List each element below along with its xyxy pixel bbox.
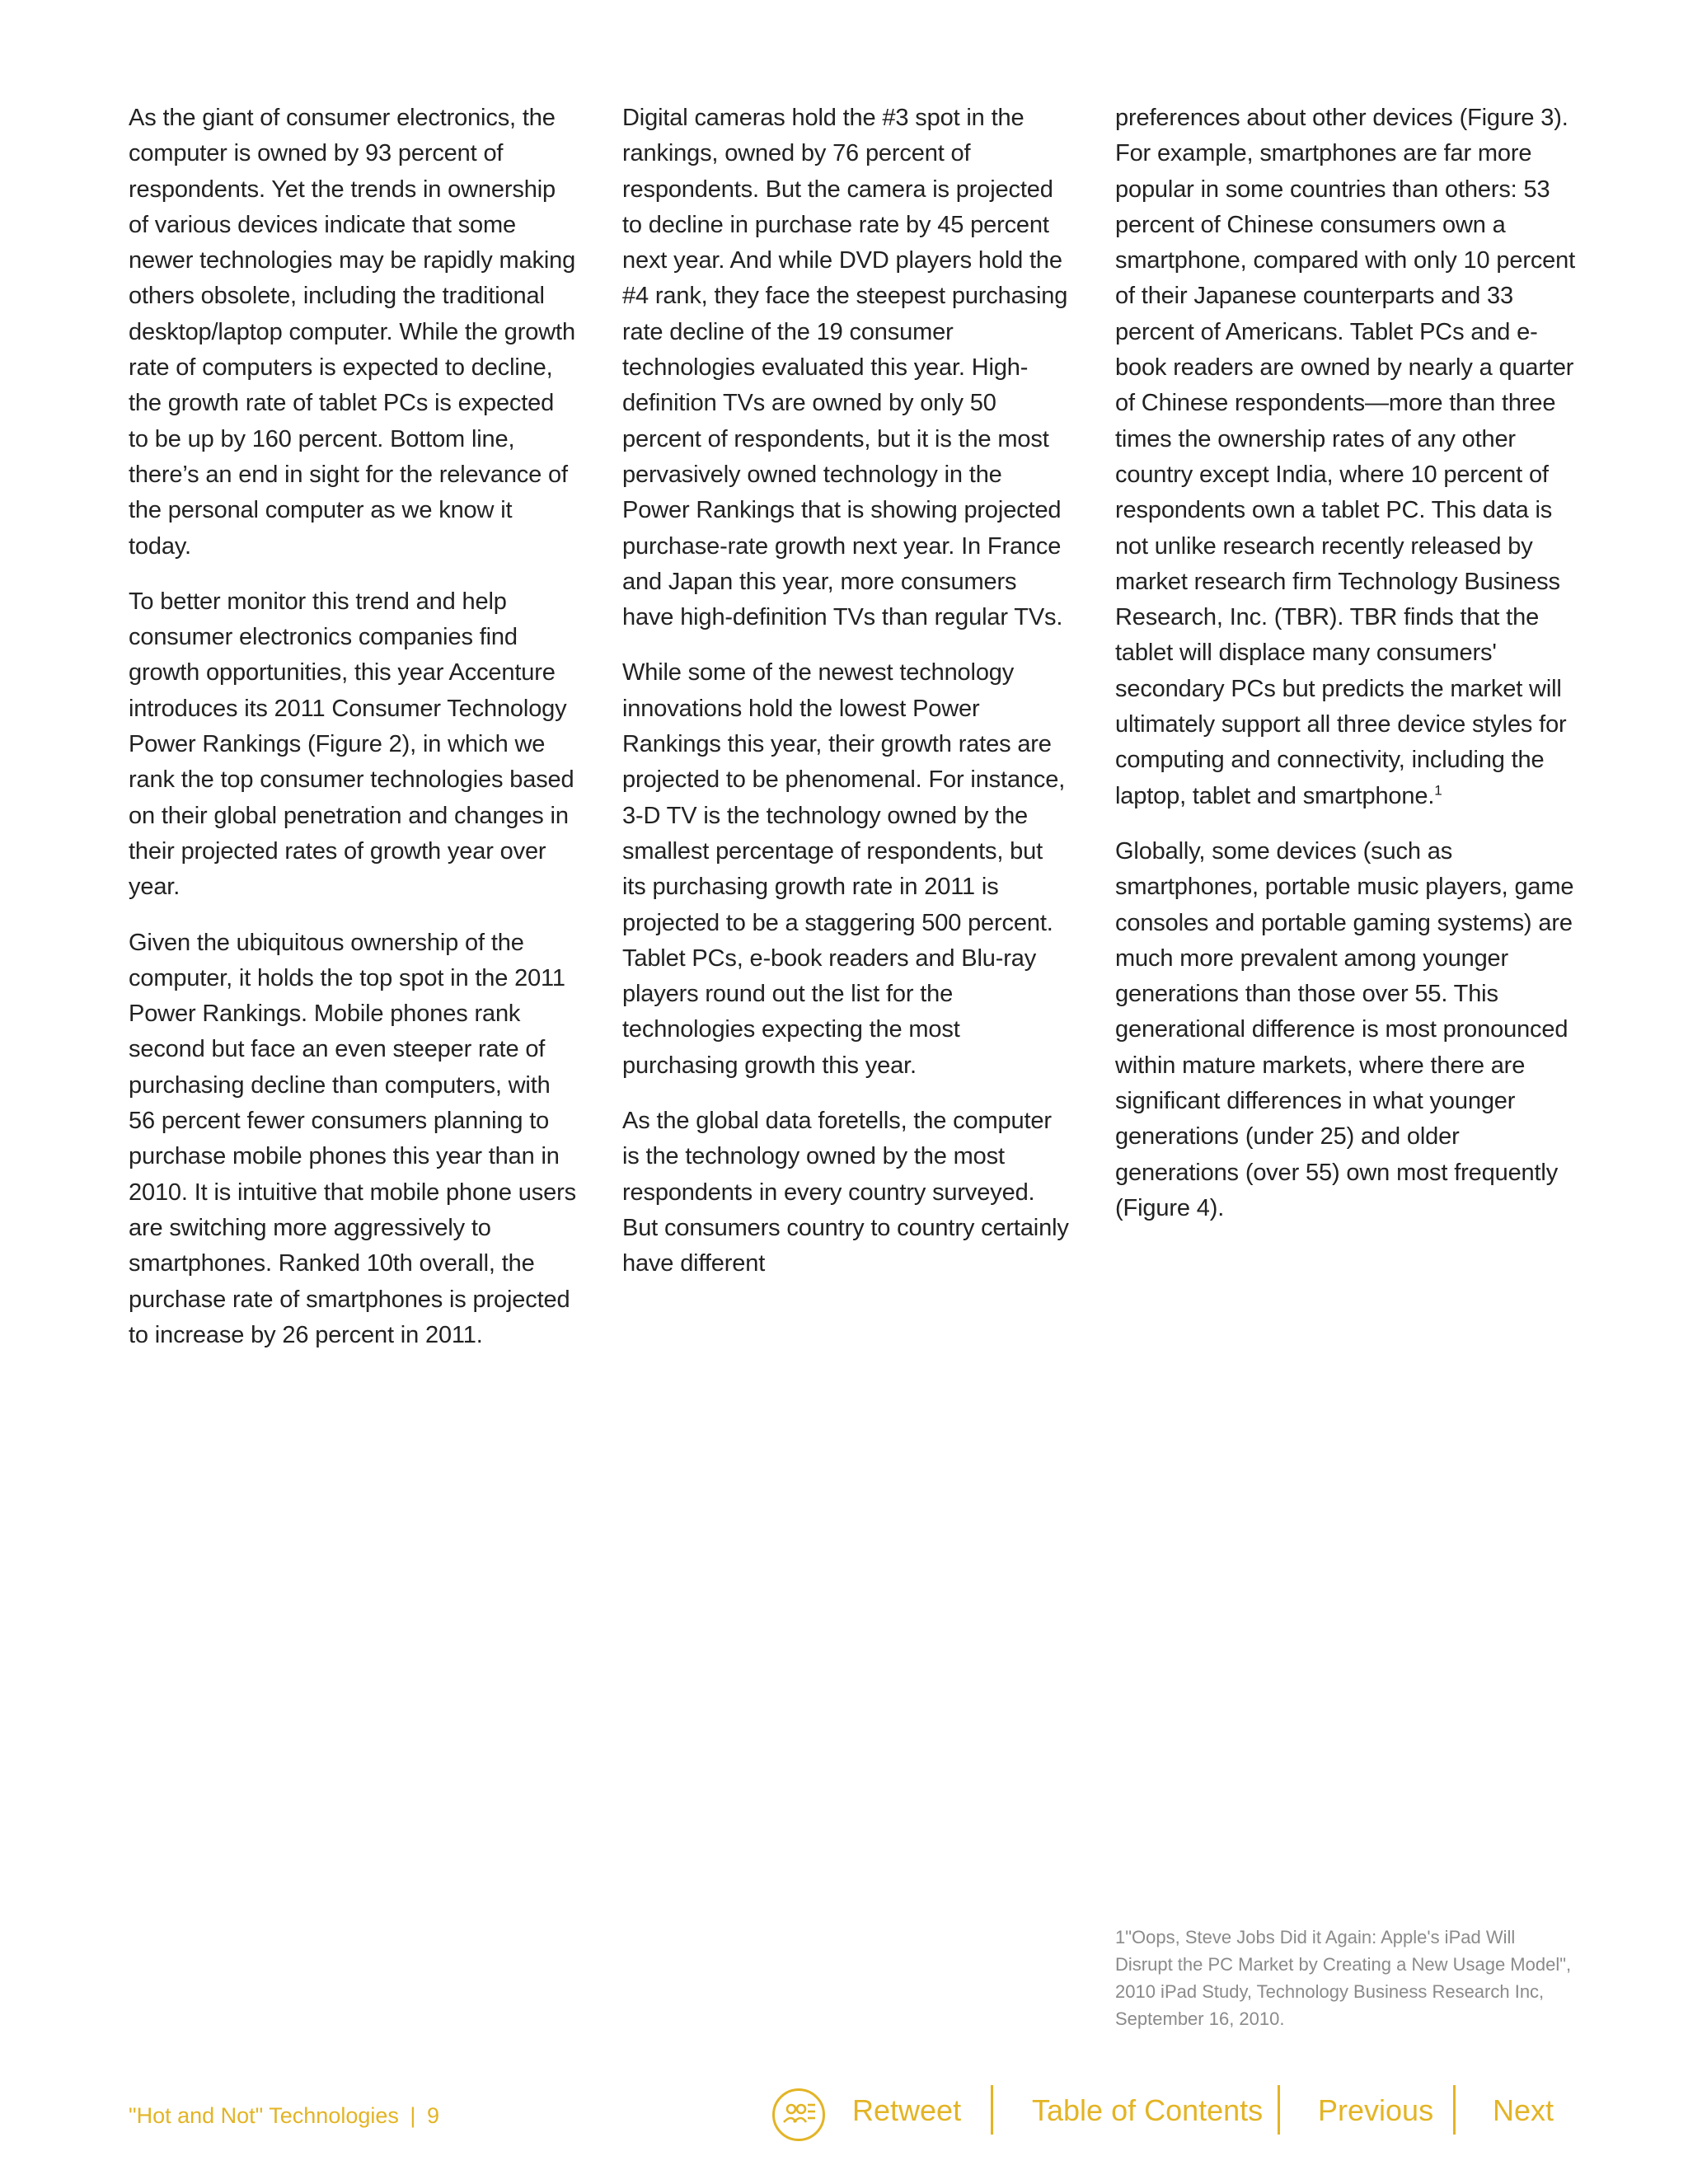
footer-divider (1278, 2085, 1280, 2135)
paragraph: As the global data foretells, the computer is the technology owned by the most respondents in every country surveyed. But consumers country to country certainly have different (622, 1108, 1069, 1277)
footer-separator: | (410, 2103, 416, 2128)
footer-divider (1453, 2085, 1456, 2135)
paragraph-text: preferences about other devices (Figure 3). For example, smartphones are far more popular in some countries than others: 53 percent of Chinese consumers own a smartphone, compared with only 10 percent of their Japanese counterparts and 33 percent of Americans. Tablet PCs and e-book readers are owned by nearly a quarter of Chinese respondents—more than three times the ownership rates of any other country except India, where 10 percent of respondents own a tablet PC. This data is not unlike research recently released by market research firm Technology Business Research, Inc. (TBR). TBR finds that the tablet will displace many consumers' secondary PCs but predicts the market will ultimately support all three device styles for computing and connectivity, including the laptop, tablet and smartphone. (1115, 105, 1576, 809)
page-footer (0, 2083, 1688, 2149)
paragraph: Globally, some devices (such as smartphones, portable music players, game consoles and portable gaming systems) are much more prevalent among younger generations than those over 55. This generational difference is most pronounced within mature markets, where there are significant differences in what younger generations (under 25) and older generations (over 55) own most frequently (Figure 4). (1115, 837, 1574, 1221)
retweet-people-icon[interactable] (772, 2088, 825, 2141)
page-number: 9 (426, 2103, 439, 2128)
text-column-1 (129, 101, 578, 1373)
table-of-contents-link[interactable]: Table of Contents (1032, 2093, 1264, 2127)
paragraph (1115, 101, 1577, 814)
text-column-3 (1115, 101, 1577, 1246)
footer-doc-label (129, 2103, 439, 2129)
paragraph: While some of the newest technology innovations hold the lowest Power Rankings this year, their growth rates are projected to be phenomenal. For instance, 3-D TV is the technology owned by the smallest percentage of respondents, but its purchasing growth rate in 2011 is projected to be a staggering 500 percent. Tablet PCs, e-book readers and Blu-ray players round out the list for the technologies expecting the most purchasing growth this year. (622, 659, 1066, 1079)
next-page-link[interactable]: Next (1493, 2093, 1554, 2127)
retweet-link[interactable]: Retweet (852, 2093, 962, 2127)
previous-page-link[interactable]: Previous (1318, 2093, 1434, 2127)
footer-divider (991, 2085, 993, 2135)
footnote-marker: 1 (1434, 781, 1442, 798)
document-title: "Hot and Not" Technologies (129, 2103, 399, 2128)
paragraph: Digital cameras hold the #3 spot in the rankings, owned by 76 percent of respondents. But the camera is projected to decline in purchase rate by 45 percent next year. And while DVD players hold the #4 rank, they face the steepest purchasing rate decline of the 19 consumer technologies evaluated this year. High-definition TVs are owned by only 50 percent of respondents, but it is the most pervasively owned technology in the Power Rankings that is showing projected purchase-rate growth next year. In France and Japan this year, more consumers have high-definition TVs than regular TVs. (622, 105, 1068, 631)
footnote: 1"Oops, Steve Jobs Did it Again: Apple's iPad Will Disrupt the PC Market by Creating a New Usage Model", 2010 iPad Study, Technology Business Research Inc, September 16, 2010. (1115, 1927, 1572, 2029)
text-column-2 (622, 101, 1071, 1302)
paragraph: Given the ubiquitous ownership of the computer, it holds the top spot in the 2011 Power Rankings. Mobile phones rank second but face an even steeper rate of purchasing decline than computers, with 56 percent fewer consumers planning to purchase mobile phones this year than in 2010. It is intuitive that mobile phone users are switching more aggressively to smartphones. Ranked 10th overall, the purchase rate of smartphones is projected to increase by 26 percent in 2011. (129, 929, 576, 1348)
paragraph: To better monitor this trend and help consumer electronics companies find growth opportunities, this year Accenture introduces its 2011 Consumer Technology Power Rankings (Figure 2), in which we rank the top consumer technologies based on their global penetration and changes in their projected rates of growth year over year. (129, 588, 574, 901)
paragraph: As the giant of consumer electronics, the computer is owned by 93 percent of respondents. Yet the trends in ownership of various devices indicate that some newer technologies may be rapidly making others obsolete, including the traditional desktop/laptop computer. While the growth rate of computers is expected to decline, the growth rate of tablet PCs is expected to be up by 160 percent. Bottom line, there’s an end in sight for the relevance of the personal computer as we know it today. (129, 105, 576, 560)
